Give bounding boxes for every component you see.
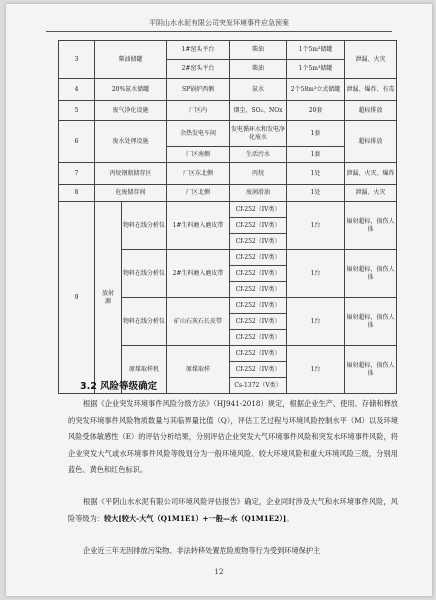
location-cell: 厂区内: [167, 101, 230, 121]
risk-type-cell: 辐射超标，损伤人体: [345, 250, 397, 298]
source-cell: Cf-252（IV类）: [230, 234, 287, 250]
device-name: 原煤取样机: [122, 346, 167, 394]
table-row: [59, 121, 397, 147]
substance-cell: 柴油: [230, 41, 287, 60]
source-cell: Cf-252（IV类）: [230, 282, 287, 298]
table-row: [59, 163, 397, 185]
source-cell: Cf-252（IV类）: [230, 218, 287, 234]
risk-level-value: 较大[较大-大气（Q1M1E1）+一般—水（Q1M1E2）]: [103, 513, 287, 523]
location-cell: 矿山石灰石长皮带: [167, 298, 230, 346]
table-row: [59, 101, 397, 121]
source-cell: Cf-252（IV类）: [230, 298, 287, 314]
source-cell: Cf-252（IV类）: [230, 346, 287, 362]
row-number: 9: [59, 202, 95, 394]
substance-cell: 烟尘、SO₂、NOx: [230, 101, 287, 121]
location-cell: 余热发电车间: [167, 121, 230, 147]
quantity-cell: 1处: [287, 185, 345, 202]
quantity-cell: 1套: [287, 121, 345, 147]
quantity-cell: 1套: [287, 147, 345, 163]
table-row: [59, 79, 397, 101]
quantity-cell: 1台: [287, 202, 345, 250]
source-cell: Cf-252（IV类）: [230, 330, 287, 346]
risk-level-end: 。: [286, 513, 294, 523]
source-cell: Cf-252（IV类）: [230, 266, 287, 282]
quantity-cell: 1台: [287, 346, 345, 394]
risk-type-cell: 泄漏、火灾: [345, 41, 397, 79]
substance-cell: 生活污水: [230, 147, 287, 163]
substance-cell: 废润滑油: [230, 185, 287, 202]
location-cell: SP锅炉西侧: [167, 79, 230, 101]
section-heading: 3.2 风险等级确定: [80, 381, 158, 392]
location-cell: 原煤取样: [167, 346, 230, 394]
paragraph-risk-level: [68, 494, 398, 527]
risk-type-cell: 泄漏、爆炸、有毒: [345, 79, 397, 101]
risk-source-table: [58, 40, 397, 394]
row-number: 5: [59, 101, 95, 121]
page-number: 12: [214, 568, 224, 576]
row-number: 6: [59, 121, 95, 163]
risk-type-cell: 泄漏、火灾: [345, 185, 397, 202]
quantity-cell: 2个58m³立式储罐: [287, 79, 345, 101]
table-row: [59, 185, 397, 202]
location-cell: 厂区北侧: [167, 185, 230, 202]
risk-unit-name: 丙烷钢瓶储存区: [95, 163, 167, 185]
location-cell: 1#生料磨入磨皮带: [167, 202, 230, 250]
risk-type-cell: 辐射超标，损伤人体: [345, 202, 397, 250]
location-cell: 厂区东北侧: [167, 163, 230, 185]
location-cell: 2#窑头平台: [167, 60, 230, 79]
quantity-cell: 1个5m³储罐: [287, 41, 345, 60]
risk-unit-name: 危废储存间: [95, 185, 167, 202]
quantity-cell: 1处: [287, 163, 345, 185]
substance-cell: 柴油: [230, 60, 287, 79]
substance-cell: 氨水: [230, 79, 287, 101]
device-name: 物料在线分析仪: [122, 298, 167, 346]
source-cell: Cf-252（IV类）: [230, 250, 287, 266]
source-cell: Cf-252（IV类）: [230, 202, 287, 218]
risk-unit-name: 20%氨水储罐: [95, 79, 167, 101]
source-cell: Cs-1372（V类）: [230, 378, 287, 394]
row-number: 7: [59, 163, 95, 185]
table-row: [59, 41, 397, 60]
risk-unit-name: 废气净化设施: [95, 101, 167, 121]
running-header: 平阴山水水泥有限公司突发环境事件应急预案: [46, 18, 392, 32]
risk-level-intro: 根据《平阴山水水泥有限公司环境风险评估报告》确定，企业同时涉及大气和水环境事件风险，风险等级为：: [68, 497, 398, 523]
risk-unit-name: 废水处理设施: [95, 121, 167, 163]
substance-cell: 丙烷: [230, 163, 287, 185]
quantity-cell: 20套: [287, 101, 345, 121]
quantity-cell: 1台: [287, 298, 345, 346]
document-page: [6, 4, 432, 596]
risk-type-cell: 辐射超标，损伤人体: [345, 346, 397, 394]
risk-type-cell: 泄漏、火灾、爆炸: [345, 163, 397, 185]
paragraph-risk-method: 根据《企业突发环境事件风险分级方法》（HJ941-2018）规定，根据企业生产、使用、存储和释放的突发环境事件风险物质数量与其临界量比值（Q），评估工艺过程与环境风险控制水平（M）以及环境风险受体敏感性（E）的评估分析结果，分别评估企业突发大气环境事件风险和突发水环境事件风险，将企业突发大气或水环境事件风险等级划分为一般环境风险、较大环境风险和重大环境风险三级，分别用蓝色、黄色和红色标识。: [68, 399, 398, 474]
risk-type-cell: 辐射超标，损伤人体: [345, 298, 397, 346]
row-number: 8: [59, 185, 95, 202]
substance-cell: 发电循环水和发电净化废水: [230, 121, 287, 147]
risk-type-cell: 超标排放: [345, 121, 397, 163]
quantity-cell: 1个5m³储罐: [287, 60, 345, 79]
risk-unit-name: 柴油储罐: [95, 41, 167, 79]
location-cell: 厂区南侧: [167, 147, 230, 163]
row-number: 4: [59, 79, 95, 101]
row-number: 3: [59, 41, 95, 79]
radiation-group-label: 放射源: [95, 202, 122, 394]
paragraph-history: 企业近三年无因排放污染物、非法转移处置危险废物等行为受到环境保护主: [83, 546, 321, 555]
location-cell: 1#窑头平台: [167, 41, 230, 60]
location-cell: 2#生料磨入磨皮带: [167, 250, 230, 298]
source-cell: Cf-252（IV类）: [230, 362, 287, 378]
device-name: 物料在线分析仪: [122, 250, 167, 298]
risk-type-cell: 超标排放: [345, 101, 397, 121]
device-name: 物料在线分析仪: [122, 202, 167, 250]
source-cell: Cf-252（IV类）: [230, 314, 287, 330]
table-row: [59, 202, 397, 218]
quantity-cell: 1台: [287, 250, 345, 298]
